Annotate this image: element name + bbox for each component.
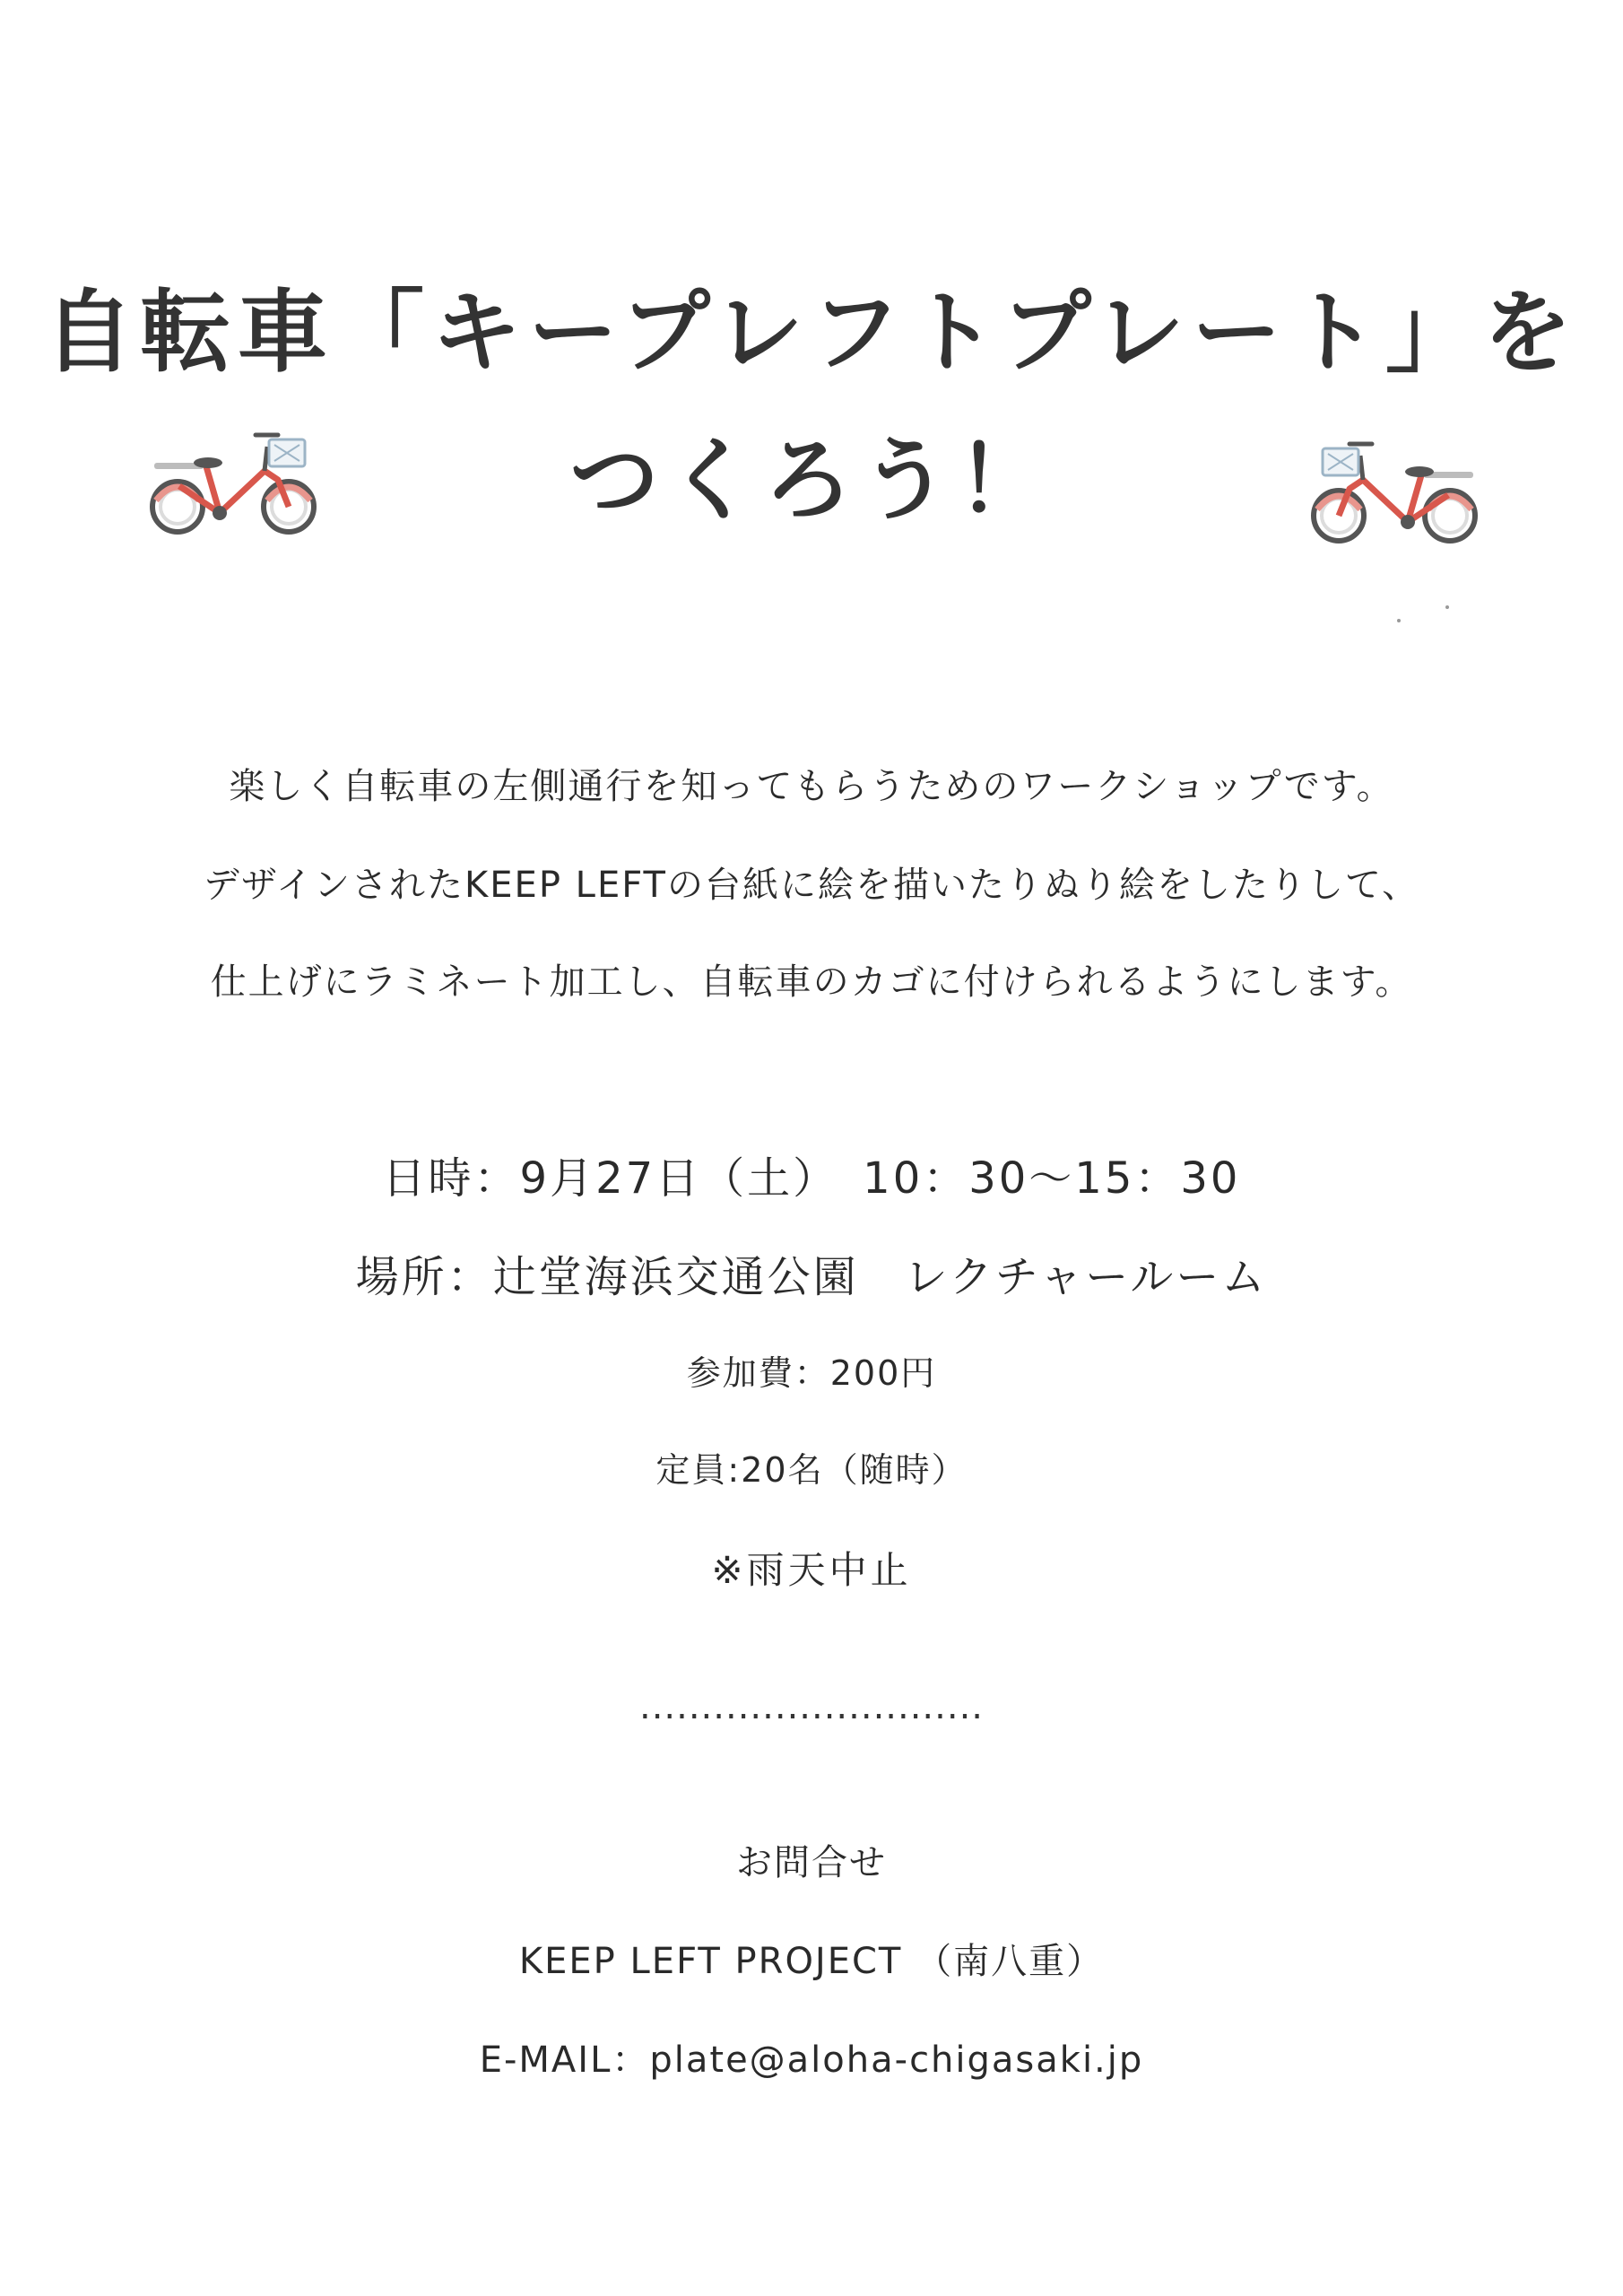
contact-heading: お問合せ (736, 1842, 887, 1883)
page-title-line2: つくろう！ (569, 428, 1054, 533)
description-line1: 楽しく自転車の左側通行を知ってもらうためのワークショップです。 (229, 766, 1394, 807)
dotted-divider: ............................ (638, 1686, 984, 1727)
event-date: 日時：9月27日（土） 10：30～15：30 (382, 1153, 1241, 1204)
event-capacity: 定員:20名（随時） (655, 1450, 968, 1490)
description-line2: デザインされたKEEP LEFTの台紙に絵を描いたりぬり絵をしたりして、 (203, 865, 1420, 906)
scan-speck (1397, 619, 1401, 622)
event-fee: 参加費：200円 (686, 1353, 937, 1393)
page-title-line1: 自転車「キープレフトプレート」を (44, 280, 1579, 385)
rain-notice: ※雨天中止 (711, 1548, 912, 1592)
contact-project: KEEP LEFT PROJECT （南八重） (518, 1941, 1105, 1982)
description-line3: 仕上げにラミネート加工し、自転車のカゴに付けられるようにします。 (210, 961, 1413, 1003)
scan-speck (1445, 605, 1449, 609)
contact-email[interactable]: E-MAIL：plate@aloha-chigasaki.jp (479, 2039, 1144, 2081)
event-place: 場所：辻堂海浜交通公園 レクチャールーム (355, 1252, 1268, 1302)
